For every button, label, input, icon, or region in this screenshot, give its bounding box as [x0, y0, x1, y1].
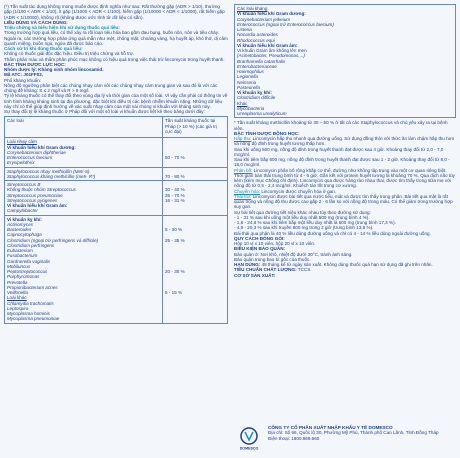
species-line: Peptostreptococcus: [7, 269, 48, 274]
species-line: Bacteroides: [7, 227, 32, 232]
pk-text: Bài thải qua phân là 40 % liều dùng đường uống và chỉ có 4 - 14 % liều dùng ngoài đường uống.: [234, 230, 431, 236]
pk-text: Sự bài tiết qua đường tiết niệu khác nhau tùy theo đường sử dụng:: [234, 209, 371, 215]
species-line: Streptococcus pneumoniae: [7, 192, 63, 198]
species-line: Vi khuẩn hiếu khí Gram âm:: [7, 203, 68, 208]
expiry-label: HẠN DÙNG:: [234, 262, 261, 267]
table-row: [5, 167, 228, 181]
species-line: Gardnerella vaginalis: [7, 258, 51, 264]
pk-text: Sau khi tiêm bắp 600 mg, nồng độ đỉnh trong huyết thanh đạt được sau 1 - 2 giờ. Khoảng thay đổi từ 8,0 - 18,0 mcg/ml.: [234, 157, 450, 168]
facility-label: CƠ SỞ SẢN XUẤT:: [234, 272, 276, 278]
pct-line: 30 - 40 %: [165, 187, 185, 193]
packaging-label: QUY CÁCH ĐÓNG GÓI:: [234, 235, 285, 241]
species-line: Streptococcus pyogenes: [7, 197, 58, 203]
pk-label: Hấp thu:: [234, 136, 252, 141]
species-line: Rhodococcus equi: [237, 37, 275, 43]
standard-label: TIÊU CHUẨN CHẤT LƯỢNG:: [234, 267, 297, 273]
species-line: Actinomyces: [7, 221, 34, 227]
pct-line: 35 - 70 %: [165, 192, 185, 198]
species-line: Neisseria: [237, 79, 257, 85]
header-frequency: Tần suất kháng thuốc tại Pháp (> 10 %) (các giá trị cực đại): [163, 117, 228, 138]
species-line: Vi khuẩn hiếu khí Gram dương:: [237, 11, 306, 17]
pk-text: - 1 - 31 % sau khi uống một liều duy nhất 500 mg (trung bình 4 %).: [234, 214, 370, 220]
pct-line: [165, 208, 225, 213]
species-line: Mycoplasma pneumoniae: [7, 316, 60, 322]
species-line: Vi khuẩn kỵ khí:: [7, 216, 42, 222]
spectrum-text-3: Sự thay đổi tỷ lệ kháng thuốc ở Pháp đối với một số loài vi khuẩn được liệt kê theo bảng dưới đây:: [4, 109, 205, 114]
header-species: Các loài: [5, 117, 163, 138]
species-line: Propionibacterium acnes: [7, 284, 58, 290]
spectrum-text-2: Tỷ lệ kháng thuốc có thể thay đổi theo vùng địa lý và thời gian của một số loài. Vì vậy cần phải có thông tin về tình hình kháng kháng sinh tại địa phương, đặc biệt khi điều trị các bệnh nhiễm khuẩn nặng. Những dữ liệu này chỉ có thể giúp định hướng về xác suất nhạy cảm của một vài chủng vi khuẩn với kháng sinh này.: [4, 93, 228, 109]
pk-text: Sau khi uống 500 mg, nồng độ đỉnh trong huyết thanh đạt được sau 4 giờ. Khoảng thay đổi từ 2,0 - 7,0 mcg/ml.: [234, 146, 444, 157]
pharmacokinetics-section: [234, 136, 456, 236]
pk-paragraph: [234, 136, 456, 147]
pct-line: 16 - 31 %: [165, 197, 185, 203]
species-line: Enterobacteriaceae: [237, 63, 277, 69]
species-line: Khác: [237, 100, 248, 106]
species-line: Enterococcus faecium: [7, 155, 53, 160]
species-line: Vi khuẩn hiếu khí Gram âm:: [237, 42, 298, 48]
storage-text-1: Bảo quản ở: Nơi khô, nhiệt độ dưới 30°C, tránh ánh sáng.: [234, 251, 353, 257]
species-line: Erysipelothrix: [7, 160, 35, 166]
overdose-handling-heading: Cách xử trí khi dùng thuốc quá liều:: [4, 46, 83, 51]
species-line: Staphylococcus nhạy methicillin (Meti-S): [7, 168, 90, 174]
spectrum-text-1: Nồng độ ngưỡng phân biệt các chủng nhạy cảm với các chủng nhạy cảm trung gian và sau đó là với các chủng đề kháng: S ≤ 2 mg/l và R > 8 mg/l.: [4, 82, 218, 93]
overdose-handling-text: Không có thuốc giải độc đặc hiệu. Điều trị triệu chứng và hỗ trợ.: [4, 51, 135, 57]
company-address: Địa chỉ: Số 66, Quốc lộ 30, Phường Mỹ Phú, Thành phố Cao Lãnh, Tỉnh Đồng Tháp: [268, 430, 439, 436]
pk-paragraph: [234, 168, 456, 189]
pk-text: Lincomycin phân bố rộng khắp cơ thể, đường như không tập trung vào một cơ quan riêng biệt. Thời gian bán thải trung bình từ 4 - 6 giờ. Gắn kết với protein huyết tương là khoảng 70 %. Qua dịch não tủy kém (kém mục Chống chỉ định). Lincomycin qua được hàng rào nhau thai, được tìm thấy trong sữa mẹ với nồng độ từ 0,5 - 2,4 mcg/ml. Khuếch tán tốt trong cơ xương.: [234, 167, 455, 189]
species-line: Porphyromonas: [7, 274, 40, 280]
species-line: Ureaplasma urealyticum: [237, 111, 287, 116]
storage-text-2: Bảo quản trong bao bì gốc của thuốc.: [234, 256, 311, 262]
spectrum-title: Phổ kháng khuẩn:: [4, 77, 42, 83]
pk-label: Phân bố:: [234, 167, 253, 173]
species-line: Haemophilus: [237, 69, 264, 74]
adr-frequency-note: (*) Tần suất tác dụng không mong muốn được định nghĩa như sau: Rất thường gặp (ADR > 1/10), thường gặp (1/100 < ADR < 1/10), ít gặp (1/1000 < ADR < 1/100), hiếm gặp (1/10000 < ADR < 1/1000), rất hiếm gặp (ADR < 1/10000), không rõ (không được ước tính từ dữ liệu có sẵn).: [4, 4, 225, 20]
pct-line: 70 - 80 %: [165, 173, 185, 179]
species-line: Chlamydia trachomatis: [7, 300, 54, 306]
species-line: Corynebacterium diphtheriae: [7, 149, 66, 155]
storage-label: ĐIỀU KIỆN BẢO QUẢN:: [234, 246, 286, 252]
species-line: Corynebacterium jeikeium: [237, 16, 291, 22]
species-line: Mobiluncus: [7, 263, 31, 269]
pct-line: 20 - 30 %: [165, 269, 185, 274]
pharmacologic-group: Nhóm dược lý: Kháng sinh nhóm lincosamid.: [4, 67, 104, 72]
pk-text: - 1,8 - 24,8 % sau khi tiêm bắp một liều duy nhất là 600 mg (trung bình 17,3 %).: [234, 220, 396, 225]
pct-line: [165, 160, 225, 165]
domesco-logo-icon: [236, 425, 262, 451]
pk-text: Lincomycin được bài tiết qua nước tiểu, mật và được tìm thấy trong phân. Bài tiết qua mật là rất quan trọng và nồng độ thu được cao gấp 2 - 6 lần so với nồng độ trong máu. Có thể giảm trong trường hợp suy gan.: [234, 193, 453, 210]
species-line: Branhamella catarrhalis: [237, 58, 286, 64]
species-line: Clostridium perfringens: [7, 242, 55, 248]
species-line: Campylobacter: [7, 208, 38, 214]
pct-line: 25 - 35 %: [165, 237, 185, 243]
pk-paragraph: [234, 157, 456, 168]
species-line: Fusobacterium: [7, 253, 38, 259]
table-header-row: [5, 117, 228, 138]
species-line: Veillonella: [7, 290, 28, 295]
overdose-symptoms-text: Trong trường hợp quá liều, có thể xảy ra rối loạn tiêu hóa bao gồm đau bụng, buồn nôn, nôn và tiêu chảy. Ngoài ra, các trường hợp phản ứng quá mẫn như mệt, chóng mặt, choáng váng, hạ huyết áp, khó thở, dị cảm quanh miệng, buồn ngủ, ngứa đã được báo cáo.: [4, 30, 228, 46]
species-line: Nocardia asteroides: [237, 32, 278, 38]
expiry-text: 48 tháng kể từ ngày sản xuất. Không dùng thuốc quá hạn sử dụng đã ghi trên nhãn.: [260, 262, 433, 267]
methicillin-note: * Tần suất kháng methicillin khoảng từ 30 – 50 % ở tất cả các Staphylococcus và chủ yếu xảy ra tại bệnh viện.: [234, 120, 448, 131]
species-line: (Acinetobacter, Pseudomonas,...): [237, 53, 305, 59]
table-row: [5, 181, 228, 216]
right-column: [234, 4, 456, 278]
manufacturer-block: [234, 423, 456, 455]
species-line: Capnocytophaga: [7, 232, 42, 238]
species-line: Mycobacteria: [237, 105, 265, 111]
species-line: Vi khuẩn Gram âm không lên men: [237, 48, 307, 53]
species-line: Leptospira: [7, 305, 29, 311]
pk-text: Lincomycin hấp thu nhanh qua đường uống. Sử dụng đồng thời với thức ăn làm chậm hấp thu hơn và nồng độ đỉnh trong huyết tương thấp hơn.: [234, 136, 455, 147]
species-line: Pasteurella: [237, 84, 260, 90]
pk-paragraph: [234, 147, 456, 158]
species-line: Listeria: [237, 27, 252, 32]
species-line: Vi khuẩn kỵ khí:: [237, 90, 272, 95]
pk-text: Lincomycin được chuyển hóa ở gan.: [260, 188, 337, 194]
species-line: Không thuộc nhóm Streptococcus: [7, 187, 76, 193]
resistant-species-table: [234, 4, 456, 118]
species-line: Clostridium difficile: [237, 95, 276, 101]
company-name: CÔNG TY CỔ PHẦN XUẤT NHẬP KHẨU Y TẾ DOMESCO: [268, 425, 393, 430]
pk-text: - 4,9 - 20,3 % sau khi truyền 600 mg trong 2 giờ (trung bình 13,8 %).: [234, 225, 374, 231]
species-line: Loài khác: [7, 295, 27, 301]
left-column: [4, 4, 228, 324]
pct-line: 50 - 70 %: [165, 155, 185, 160]
packaging-text: Hộp 10 vỉ x 10 viên, hộp 20 vỉ x 10 viên.: [234, 241, 316, 246]
pct-line: 5 - 30 %: [165, 227, 183, 232]
species-line: Prevotella: [7, 279, 28, 285]
pct-line: 5 - 15 %: [165, 290, 183, 295]
table-row: [5, 138, 228, 167]
species-line: Vi khuẩn hiếu khí Gram dương:: [7, 144, 76, 150]
dosage-heading: LIỀU DÙNG VÀ CÁCH DÙNG:: [4, 19, 68, 25]
atc-code: Mã ATC: J01FF02.: [4, 72, 44, 78]
overdose-symptoms-heading: Triệu chứng và biểu hiện khi sử dụng thuốc quá liều:: [4, 25, 120, 30]
species-line: Clostridium (ngoại trừ perfringens và difficile): [7, 237, 99, 243]
species-line: Mycoplasma hominis: [7, 311, 50, 316]
table-row: [5, 215, 228, 323]
pk-paragraph: [234, 194, 456, 210]
species-line: Staphylococcus kháng methicillin (meti- R*): [7, 173, 96, 179]
resistance-table: [4, 116, 228, 323]
pharmacokinetics-heading: ĐẶC TÍNH DƯỢC ĐỘNG HỌC:: [234, 130, 300, 136]
pharmacodynamics-heading: ĐẶC TÍNH DƯỢC LỰC HỌC:: [4, 61, 66, 67]
company-phone: Điện thoại: 1800.969.660: [268, 435, 320, 441]
species-line: Các loài kháng: [237, 6, 268, 11]
standard-text: TCCS.: [296, 267, 312, 273]
pk-label: Thải trừ:: [234, 193, 252, 199]
species-line: Enterococcus (ngoại trừ Enterococcus faecium): [237, 21, 334, 27]
species-line: Eubacterium: [7, 248, 33, 253]
logo-text: DOMESCO: [239, 446, 259, 451]
pk-label: Chuyển hóa:: [234, 188, 261, 194]
dialysis-text: Thẩm phân máu và thẩm phân phúc mạc không có hiệu quả trong việc thải trừ lincomycin trong huyết thanh.: [4, 56, 225, 62]
species-line: Streptococcus B: [7, 182, 41, 187]
species-line: Loài nhạy cảm: [7, 139, 37, 145]
species-line: Legionella: [237, 74, 258, 80]
